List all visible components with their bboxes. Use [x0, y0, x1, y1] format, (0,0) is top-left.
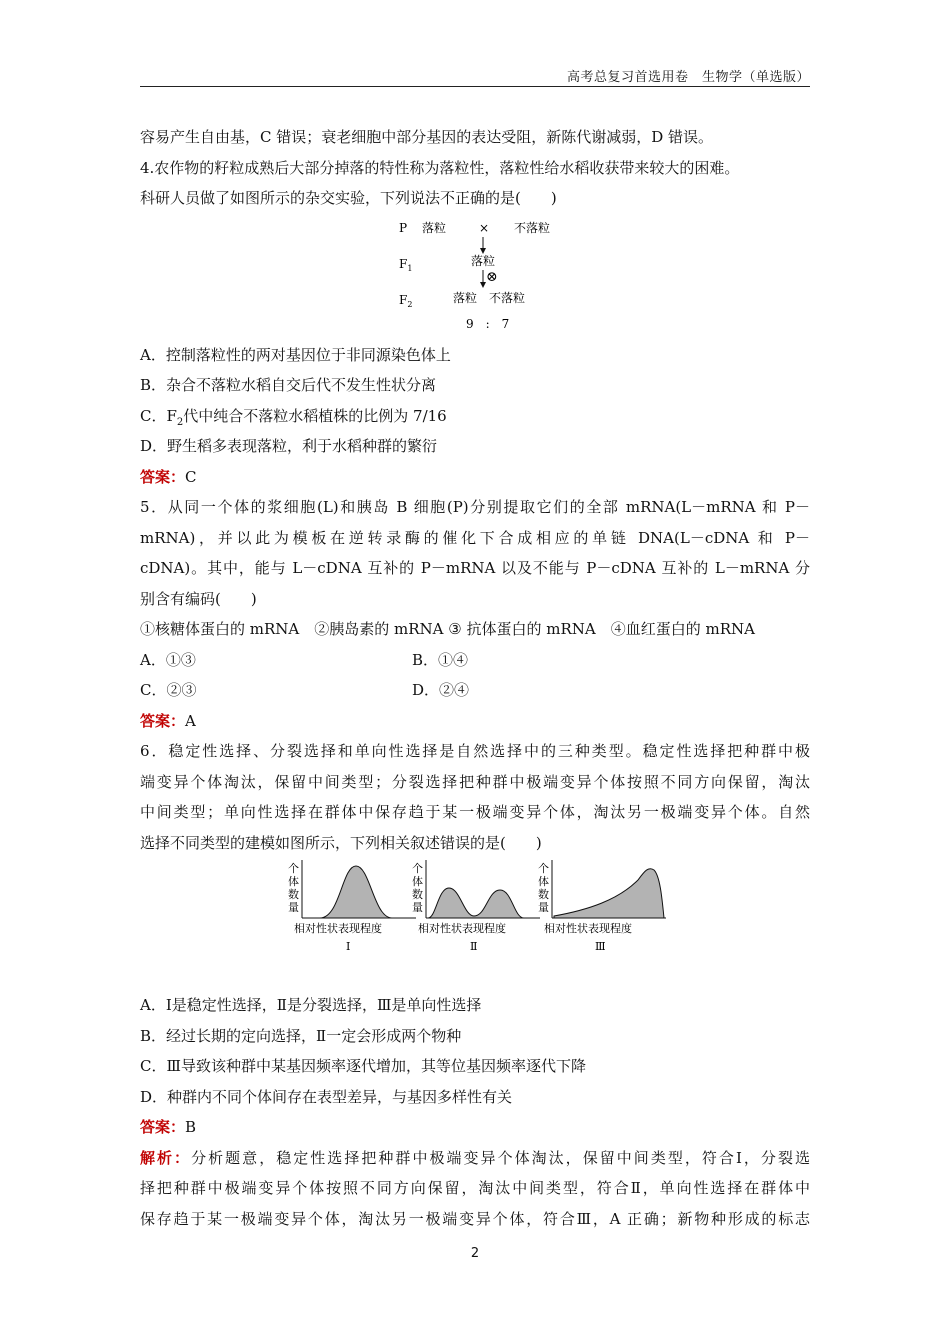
y-label-char: 个: [538, 862, 549, 875]
analysis-line: 保存趋于某一极端变异个体，淘汰另一极端变异个体，符合Ⅲ，A 正确；新物种形成的标志: [140, 1209, 810, 1228]
answer-label: 答案：: [140, 711, 186, 730]
x-label: 相对性状表现程度: [294, 922, 382, 935]
selfing-symbol: ⊗: [486, 268, 498, 285]
y-label-char: 量: [538, 901, 549, 914]
y-label-char: 量: [412, 901, 423, 914]
question-6-stem: 选择不同类型的建模如图所示，下列相关叙述错误的是( ): [140, 833, 542, 852]
question-5-stem: 5．从同一个体的浆细胞(L)和胰岛 B 细胞(P)分别提取它们的全部 mRNA(L－mRNA 和 P－: [140, 498, 810, 516]
option-d: D．野生稻多表现落粒，利于水稻种群的繁衍: [140, 437, 438, 455]
panel-label: Ⅱ: [470, 940, 478, 953]
f1-value: 落粒: [471, 253, 496, 268]
ratio: 9 : 7: [466, 316, 510, 331]
answer-value: A: [185, 711, 196, 730]
selection-figure: [140, 858, 810, 990]
y-label-char: 个: [412, 862, 423, 875]
panel-label: Ⅲ: [595, 940, 606, 953]
p-right: 不落粒: [514, 220, 551, 235]
y-label-char: 个: [288, 862, 299, 875]
question-4-stem: 4.农作物的籽粒成熟后大部分掉落的特性称为落粒性，落粒性给水稻收获带来较大的困难。: [140, 158, 740, 177]
curve-directional: [554, 869, 664, 918]
answer-value: B: [185, 1118, 197, 1136]
option-b: B．经过长期的定向选择，Ⅱ一定会形成两个物种: [140, 1026, 462, 1045]
curve-disruptive: [428, 888, 524, 918]
f2-right: 不落粒: [489, 290, 526, 305]
f2-label: $F_2$: [399, 292, 413, 309]
question-5-stem: cDNA)。其中，能与 L－cDNA 互补的 P－mRNA 以及不能与 P－cDNA 互补的 L－mRNA 分: [140, 559, 810, 577]
option-b: B．杂合不落粒水稻自交后代不发生性状分离: [140, 376, 437, 394]
option-d: D．②④: [412, 681, 470, 699]
cross-diagram: [140, 214, 810, 340]
option-a: A．①③: [140, 650, 196, 669]
analysis-line: 择把种群中极端变异个体按照不同方向保留，淘汰中间类型，符合Ⅱ，单向性选择在群体中: [140, 1179, 810, 1197]
question-6-stem: 中间类型；单向性选择在群体中保存趋于某一极端变异个体，淘汰另一极端变异个体。自然: [140, 803, 810, 821]
option-row: [140, 675, 810, 706]
p-label: P: [399, 220, 408, 235]
option-c: C．Ⅲ导致该种群中某基因频率逐代增加，其等位基因频率逐代下降: [140, 1057, 586, 1075]
question-5-items: ①核糖体蛋白的 mRNA ②胰岛素的 mRNA ③ 抗体蛋白的 mRNA ④血红蛋白的 mRNA: [140, 620, 755, 638]
text-line: 容易产生自由基，C 错误；衰老细胞中部分基因的表达受阻，新陈代谢减弱，D 错误。: [140, 128, 714, 146]
question-6-stem: 端变异个体淘汰，保留中间类型；分裂选择把种群中极端变异个体按照不同方向保留，淘汰: [140, 772, 810, 791]
answer-line: [140, 706, 810, 737]
option-row: [140, 645, 810, 676]
page-header: 高考总复习首选用卷 生物学（单选版）: [566, 70, 810, 85]
f1-label: $F_1$: [399, 256, 413, 273]
answer-line: [140, 1112, 810, 1143]
page-number: 2: [470, 1246, 480, 1261]
option-a: A．控制落粒性的两对基因位于非同源染色体上: [140, 345, 451, 364]
cross-symbol: ×: [479, 220, 490, 235]
x-label: 相对性状表现程度: [544, 922, 632, 935]
panel-label: Ⅰ: [346, 940, 351, 953]
x-label: 相对性状表现程度: [418, 922, 506, 935]
y-label-char: 数: [538, 888, 549, 901]
curve-stabilizing: [320, 866, 392, 918]
panel-3: [538, 860, 666, 953]
f2-left: 落粒: [453, 290, 478, 305]
answer-line: [140, 462, 810, 493]
option-a: A．Ⅰ是稳定性选择，Ⅱ是分裂选择，Ⅲ是单向性选择: [140, 996, 482, 1014]
option-b: B．①④: [412, 650, 469, 669]
y-label-char: 体: [288, 875, 299, 888]
page-content: [140, 122, 810, 1234]
question-5-stem: 别含有编码( ): [140, 589, 257, 608]
p-left: 落粒: [422, 220, 447, 235]
y-label-char: 数: [412, 888, 423, 901]
panel-1: [288, 860, 416, 953]
option-c: C．②③: [140, 681, 197, 699]
answer-label: 答案：: [140, 467, 186, 486]
y-label-char: 数: [288, 888, 299, 901]
question-5-stem: mRNA)，并以此为模板在逆转录酶的催化下合成相应的单链 DNA(L－cDNA 和 P－: [140, 528, 810, 547]
panel-2: [412, 860, 540, 953]
y-label-char: 体: [412, 875, 423, 888]
question-6-stem: 6．稳定性选择、分裂选择和单向性选择是自然选择中的三种类型。稳定性选择把种群中极: [140, 742, 810, 760]
y-label-char: 量: [288, 901, 299, 914]
option-c: C．$F_2$代中纯合不落粒水稻植株的比例为 7/16: [140, 406, 447, 428]
analysis-line: 解析：分析题意，稳定性选择把种群中极端变异个体淘汰，保留中间类型，符合Ⅰ，分裂选: [140, 1148, 810, 1167]
y-label-char: 体: [538, 875, 549, 888]
option-d: D．种群内不同个体间存在表型差异，与基因多样性有关: [140, 1087, 513, 1106]
answer-value: C: [185, 467, 197, 486]
analysis-label: 解析：: [140, 1148, 192, 1167]
answer-label: 答案：: [140, 1118, 186, 1136]
header-rule: [140, 86, 810, 87]
question-4-stem: 科研人员做了如图所示的杂交实验，下列说法不正确的是( ): [140, 189, 557, 207]
